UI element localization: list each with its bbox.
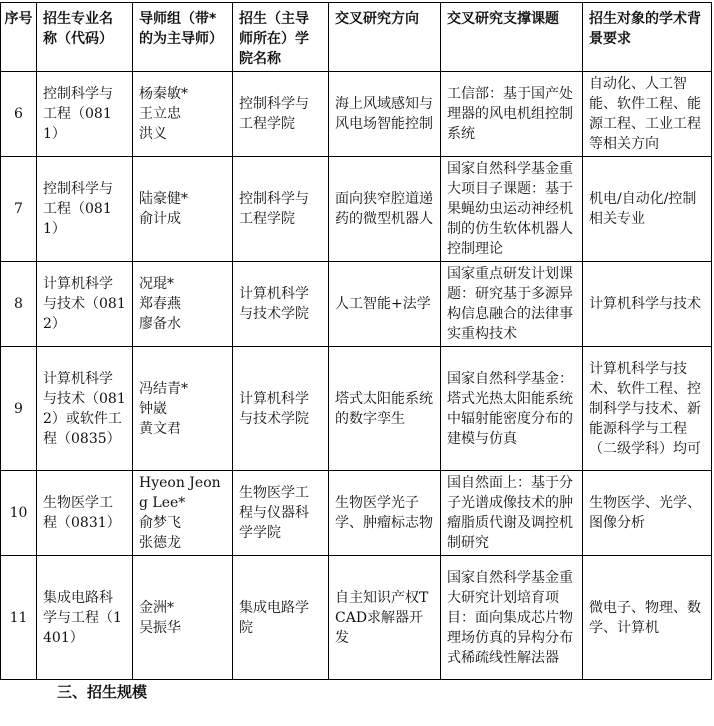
advisors-cell [133, 157, 233, 262]
project-cell: 工信部：基于国产处理器的风电机组控制系统 [441, 72, 583, 157]
advisor-name: 张德龙 [139, 535, 181, 551]
table-row [1, 347, 712, 471]
advisor-name: 钟崴 [139, 400, 167, 417]
advisor-name: 陆豪健* [139, 191, 188, 207]
header-no: 序号 [1, 3, 37, 72]
table-row [1, 262, 712, 347]
enrollment-table [0, 2, 712, 680]
direction-cell: 塔式太阳能系统的数字孪生 [329, 347, 441, 471]
advisor-name: Hyeon Jeong Lee* [139, 475, 221, 511]
major-cell: 计算机科学与技术（0812）或软件工程（0835） [37, 347, 133, 471]
advisor-name: 金洲* [139, 599, 174, 616]
project-cell: 国家自然科学基金重大项目子课题：基于果蝇幼虫运动神经机制的仿生软体机器人控制理论 [441, 157, 583, 262]
requirement-cell: 生物医学、光学、图像分析 [583, 471, 712, 556]
project-cell: 国家自然科学基金：塔式光热太阳能系统中辐射能密度分布的建模与仿真 [441, 347, 583, 471]
header-major: 招生专业名称（代码） [37, 3, 133, 72]
college-cell: 控制科学与工程学院 [233, 72, 329, 157]
major-cell: 计算机科学与技术（0812） [37, 262, 133, 347]
direction-cell: 生物医学光子学、肿瘤标志物 [329, 471, 441, 556]
requirement-cell: 机电/自动化/控制相关专业 [583, 157, 712, 262]
advisors-cell [133, 72, 233, 157]
requirement-cell: 计算机科学与技术、软件工程、控制科学与技术、新能源科学与工程（二级学科）均可 [583, 347, 712, 471]
header-college: 招生（主导师所在）学院名称 [233, 3, 329, 72]
project-cell: 国家自然科学基金重大研究计划培育项目：面向集成芯片物理场仿真的异构分布式稀疏线性解法器 [441, 556, 583, 680]
direction-cell: 人工智能+法学 [329, 262, 441, 347]
header-requirement: 招生对象的学术背景要求 [583, 3, 712, 72]
advisor-name: 廖备水 [139, 316, 181, 332]
table-row [1, 157, 712, 262]
college-cell: 集成电路学院 [233, 556, 329, 680]
table-row [1, 556, 712, 680]
row-number: 9 [1, 347, 37, 471]
advisor-name: 况琨* [139, 276, 174, 292]
requirement-cell: 微电子、物理、数学、计算机 [583, 556, 712, 680]
advisors-cell [133, 471, 233, 556]
college-cell: 控制科学与工程学院 [233, 157, 329, 262]
advisor-name: 俞梦飞 [139, 515, 181, 531]
advisor-name: 王立忠 [139, 106, 181, 122]
major-cell: 生物医学工程（0831） [37, 471, 133, 556]
header-advisors: 导师组（带*的为主导师） [133, 3, 233, 72]
major-cell: 控制科学与工程（0811） [37, 157, 133, 262]
table-row [1, 72, 712, 157]
college-cell: 计算机科学与技术学院 [233, 347, 329, 471]
row-number: 10 [1, 471, 37, 556]
header-project: 交叉研究支撑课题 [441, 3, 583, 72]
advisor-name: 洪义 [139, 126, 167, 142]
row-number: 7 [1, 157, 37, 262]
direction-cell: 面向狭窄腔道递药的微型机器人 [329, 157, 441, 262]
advisors-cell [133, 556, 233, 680]
table-row [1, 471, 712, 556]
header-row [1, 3, 712, 72]
section-heading: 三、招生规模 [57, 683, 148, 701]
advisor-name: 黄文君 [139, 420, 181, 437]
project-cell: 国家重点研发计划课题：研究基于多源异构信息融合的法律事实重构技术 [441, 262, 583, 347]
header-direction: 交叉研究方向 [329, 3, 441, 72]
project-cell: 国自然面上：基于分子光谱成像技术的肿瘤脂质代谢及调控机制研究 [441, 471, 583, 556]
college-cell: 生物医学工程与仪器科学学院 [233, 471, 329, 556]
direction-cell: 自主知识产权TCAD求解器开发 [329, 556, 441, 680]
row-number: 6 [1, 72, 37, 157]
advisor-name: 俞计成 [139, 211, 181, 227]
direction-cell: 海上风域感知与风电场智能控制 [329, 72, 441, 157]
requirement-cell: 计算机科学与技术 [583, 262, 712, 347]
major-cell: 控制科学与工程（0811） [37, 72, 133, 157]
advisor-name: 吴振华 [139, 619, 181, 636]
requirement-cell: 自动化、人工智能、软件工程、能源工程、工业工程等相关方向 [583, 72, 712, 157]
advisors-cell [133, 262, 233, 347]
advisor-name: 杨秦敏* [139, 86, 188, 102]
advisor-name: 郑春燕 [139, 296, 181, 312]
college-cell: 计算机科学与技术学院 [233, 262, 329, 347]
advisors-cell [133, 347, 233, 471]
row-number: 11 [1, 556, 37, 680]
row-number: 8 [1, 262, 37, 347]
major-cell: 集成电路科学与工程（1401） [37, 556, 133, 680]
advisor-name: 冯结青* [139, 380, 188, 397]
